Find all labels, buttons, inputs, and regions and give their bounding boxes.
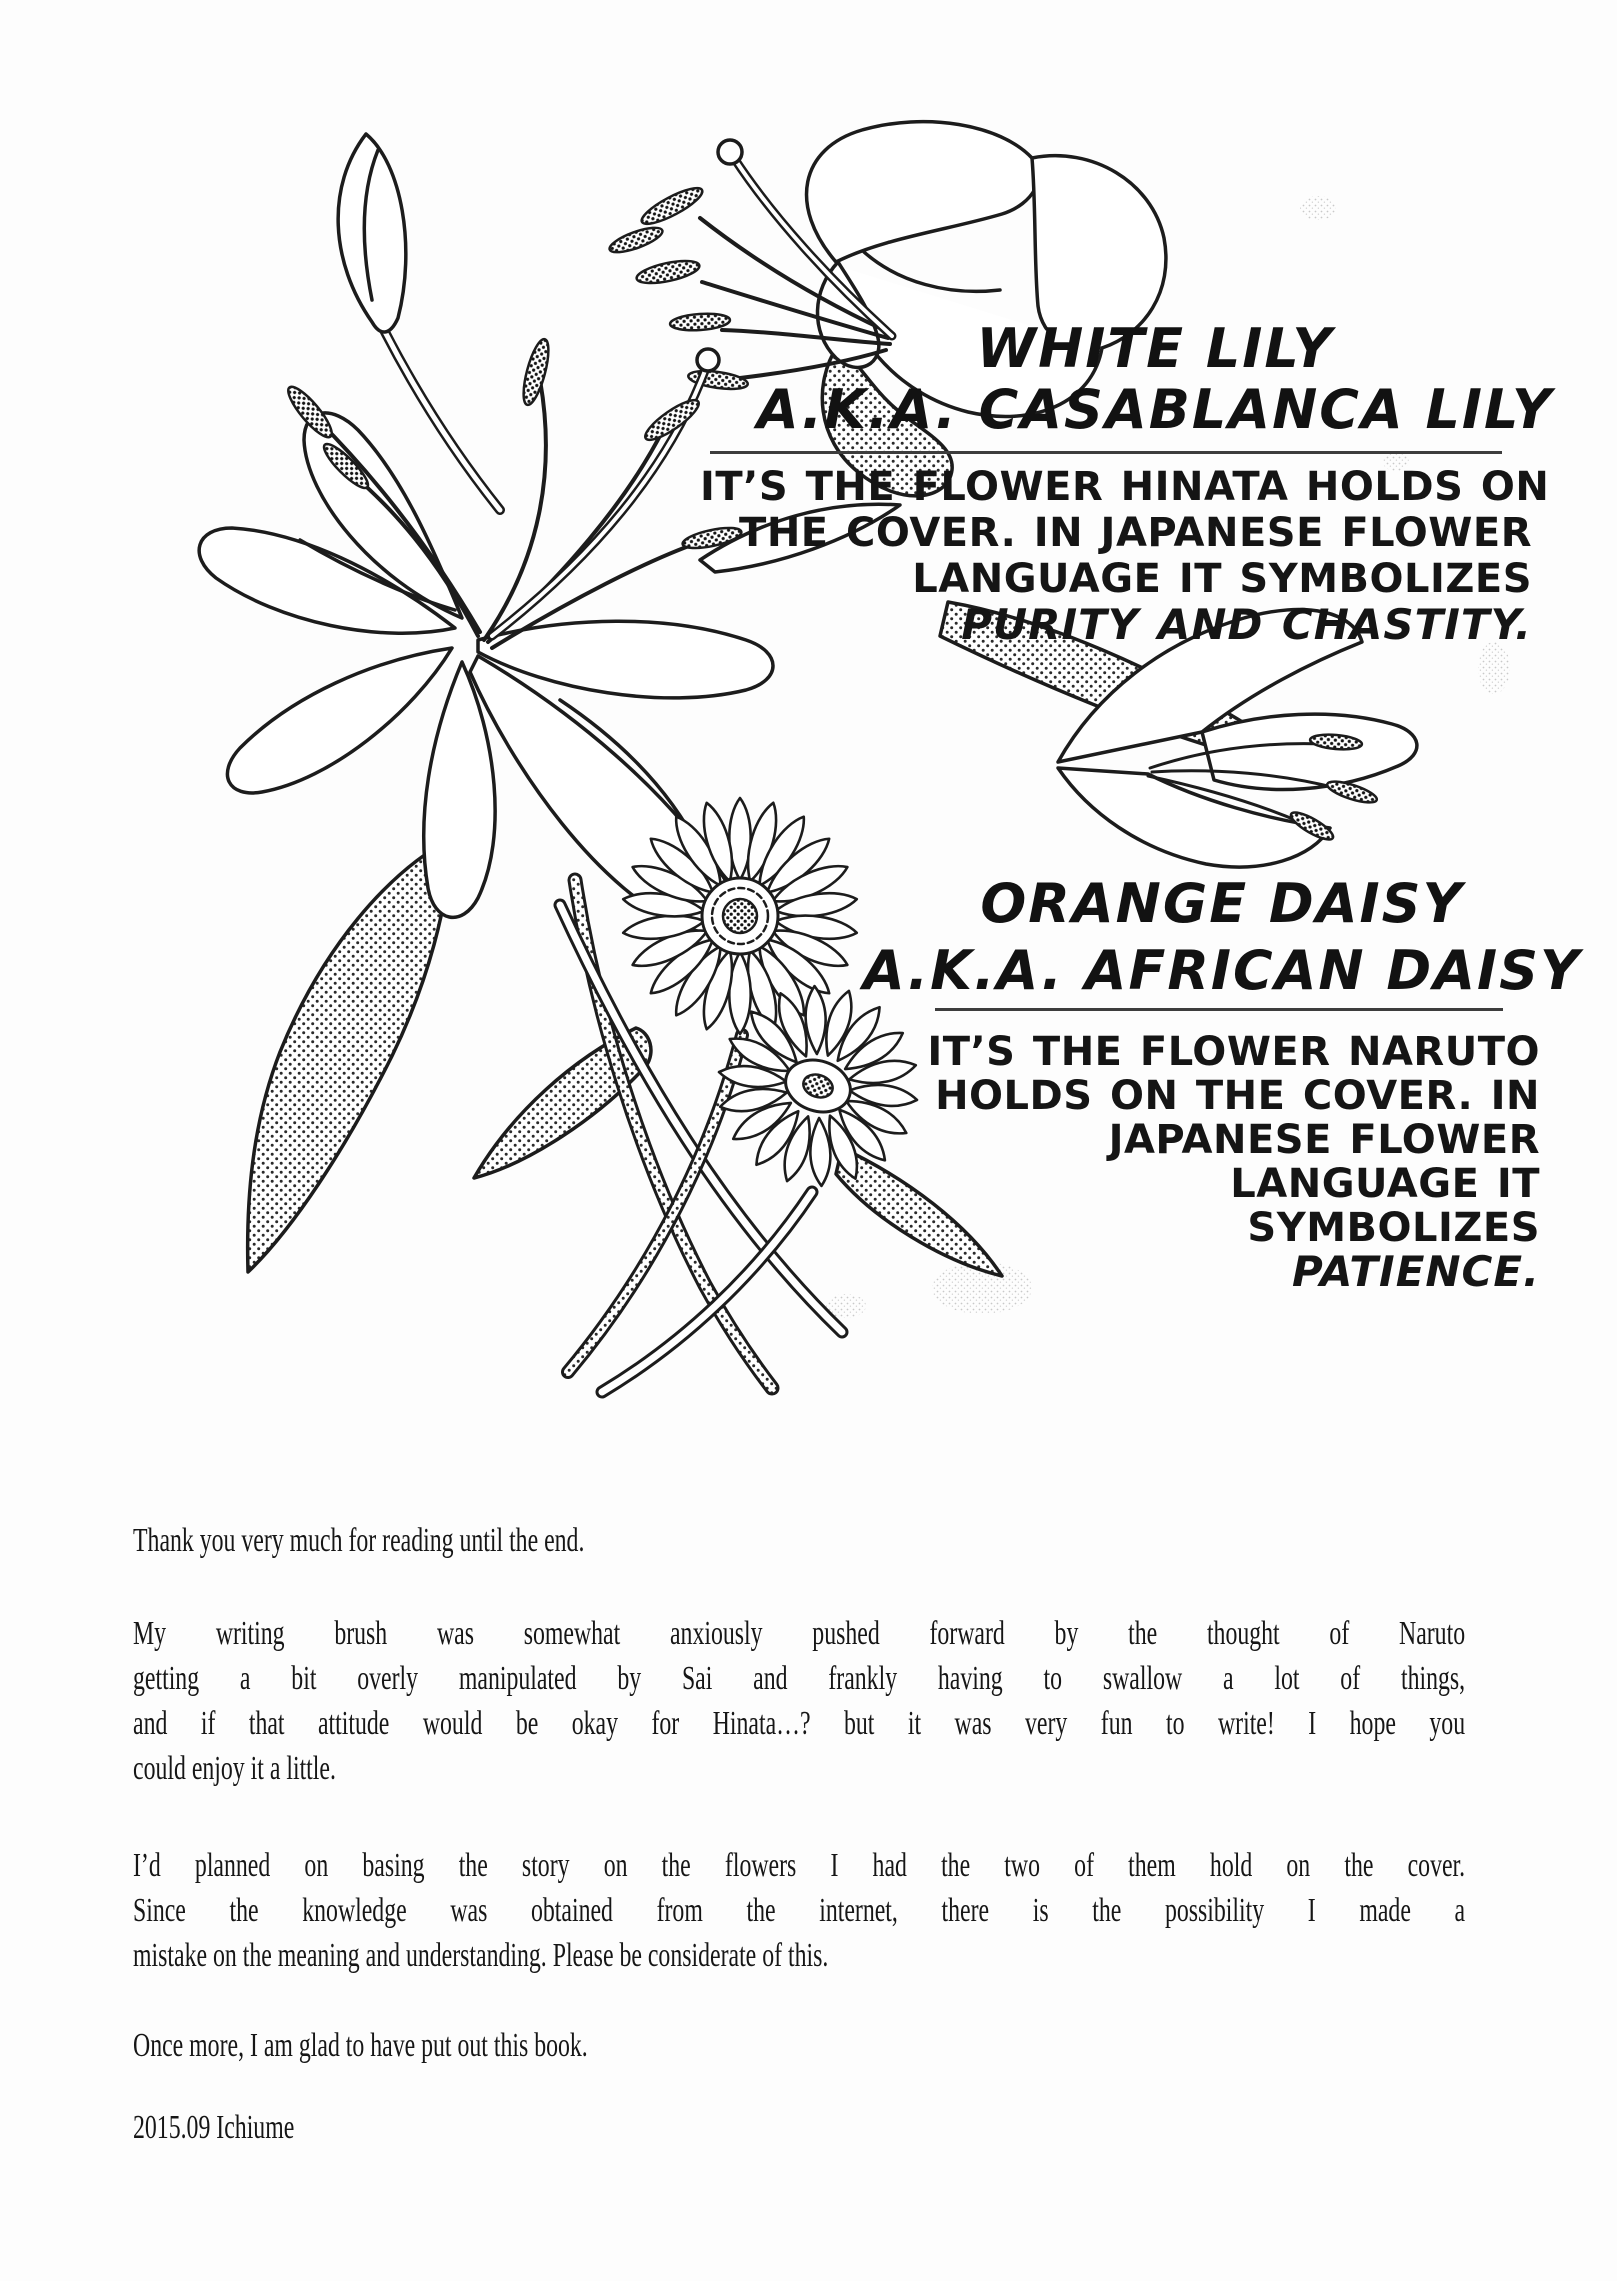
lily-description xyxy=(700,464,1550,649)
signature-date-author xyxy=(133,2105,1465,2150)
daisy-title-line2: A.K.A. AFRICAN DAISY xyxy=(862,939,1582,1002)
daisy-desc-line: IT’S THE FLOWER NARUTO xyxy=(927,1029,1540,1075)
afterword-line: I’d planned on basing the story on the flowers I had the two of them hold on the cover. xyxy=(133,1847,1466,1884)
daisy-title-line1: ORANGE DAISY xyxy=(980,872,1464,935)
afterword-line: mistake on the meaning and understanding. Please be considerate of this. xyxy=(133,1937,829,1974)
daisy-description xyxy=(800,1030,1540,1294)
daisy-title xyxy=(842,870,1602,1004)
afterword-line: could enjoy it a little. xyxy=(133,1750,336,1787)
lily-desc-line: THE COVER. IN JAPANESE FLOWER xyxy=(739,510,1532,556)
lily-desc-line: LANGUAGE IT SYMBOLIZES xyxy=(912,556,1532,602)
lily-title-underline xyxy=(710,451,1502,454)
lily-desc-emphasis: PURITY AND CHASTITY. xyxy=(961,600,1532,649)
afterword-paragraph-1 xyxy=(133,1518,1465,1563)
daisy-desc-line: SYMBOLIZES xyxy=(1247,1205,1540,1251)
lily-title xyxy=(700,318,1610,440)
lily-title-line1: WHITE LILY xyxy=(976,317,1334,380)
daisy-desc-line: LANGUAGE IT xyxy=(1230,1161,1540,1207)
afterword-paragraph-3 xyxy=(133,1843,1465,1978)
afterword-paragraph-2 xyxy=(133,1611,1465,1791)
afterword-line: getting a bit overly manipulated by Sai and frankly having to swallow a lot of things, xyxy=(133,1660,1466,1697)
afterword-line: My writing brush was somewhat anxiously pushed forward by the thought of Naruto xyxy=(133,1615,1466,1652)
afterword-line: and if that attitude would be okay for Hinata…? but it was very fun to write! I hope you xyxy=(133,1705,1466,1742)
signature-line: 2015.09 Ichiume xyxy=(133,2109,295,2146)
afterword-line: Thank you very much for reading until the end. xyxy=(133,1522,585,1559)
daisy-desc-emphasis: PATIENCE. xyxy=(1292,1247,1540,1296)
afterword-paragraph-4 xyxy=(133,2023,1465,2068)
daisy-desc-line: JAPANESE FLOWER xyxy=(1108,1117,1540,1163)
afterword-line: Once more, I am glad to have put out this book. xyxy=(133,2027,588,2064)
daisy-title-underline xyxy=(935,1008,1503,1011)
daisy-desc-line: HOLDS ON THE COVER. IN xyxy=(935,1073,1540,1119)
lily-title-line2: A.K.A. CASABLANCA LILY xyxy=(756,378,1554,441)
lily-desc-line: IT’S THE FLOWER HINATA HOLDS ON xyxy=(700,464,1550,510)
afterword-line: Since the knowledge was obtained from the internet, there is the possibility I made a xyxy=(133,1892,1466,1929)
